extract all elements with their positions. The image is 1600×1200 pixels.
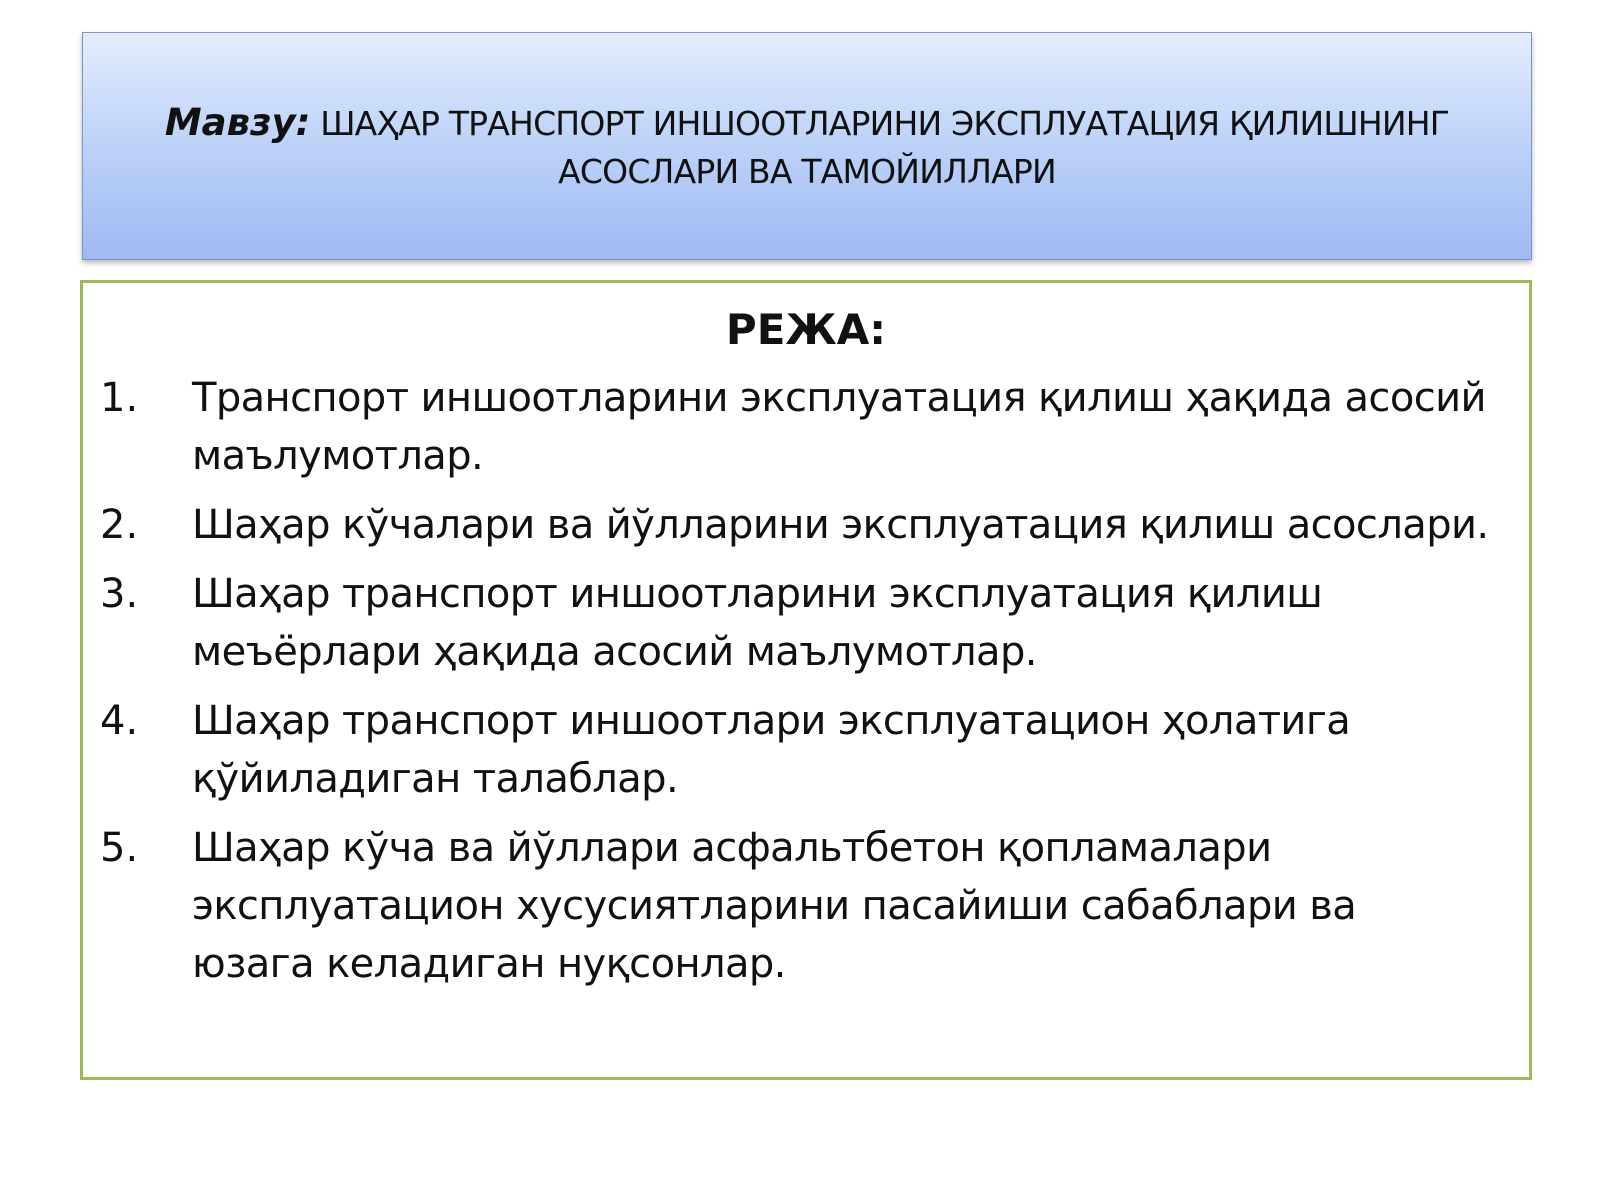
item-text: Транспорт иншоотларини эксплуатация қилиш ҳақида асосий маълумотлар. [192, 375, 1486, 479]
slide-title [107, 97, 1507, 195]
item-number: 1. [100, 375, 139, 421]
list-item [83, 819, 1529, 993]
plan-box [80, 280, 1532, 1080]
plan-heading: РЕЖА: [725, 305, 887, 354]
item-text: Шаҳар транспорт иншоотларини эксплуатация қилиш меъёрлари ҳақида асосий маълумотлар. [192, 571, 1323, 675]
item-number: 5. [100, 825, 139, 871]
list-item [83, 496, 1529, 554]
item-number: 3. [100, 571, 139, 617]
plan-list [83, 369, 1529, 993]
item-text: Шаҳар транспорт иншоотлари эксплуатацион ҳолатига қўйиладиган талаблар. [192, 698, 1351, 802]
list-item [83, 369, 1529, 485]
item-number: 4. [100, 698, 139, 744]
item-text: Шаҳар кўча ва йўллари асфальтбетон қопламалари эксплуатацион хусусиятларини пасайиши сабаблари ва юзага келадиган нуқсонлар. [192, 825, 1357, 987]
item-text: Шаҳар кўчалари ва йўлларини эксплуатация қилиш асослари. [192, 502, 1489, 548]
item-number: 2. [100, 502, 139, 548]
title-box [82, 32, 1532, 260]
list-item [83, 565, 1529, 681]
title-text: ШАҲАР ТРАНСПОРТ ИНШООТЛАРИНИ ЭКСПЛУАТАЦИЯ ҚИЛИШНИНГ АСОСЛАРИ ВА ТАМОЙИЛЛАРИ [320, 104, 1450, 191]
list-item [83, 692, 1529, 808]
title-label: Мавзу: [164, 101, 311, 144]
